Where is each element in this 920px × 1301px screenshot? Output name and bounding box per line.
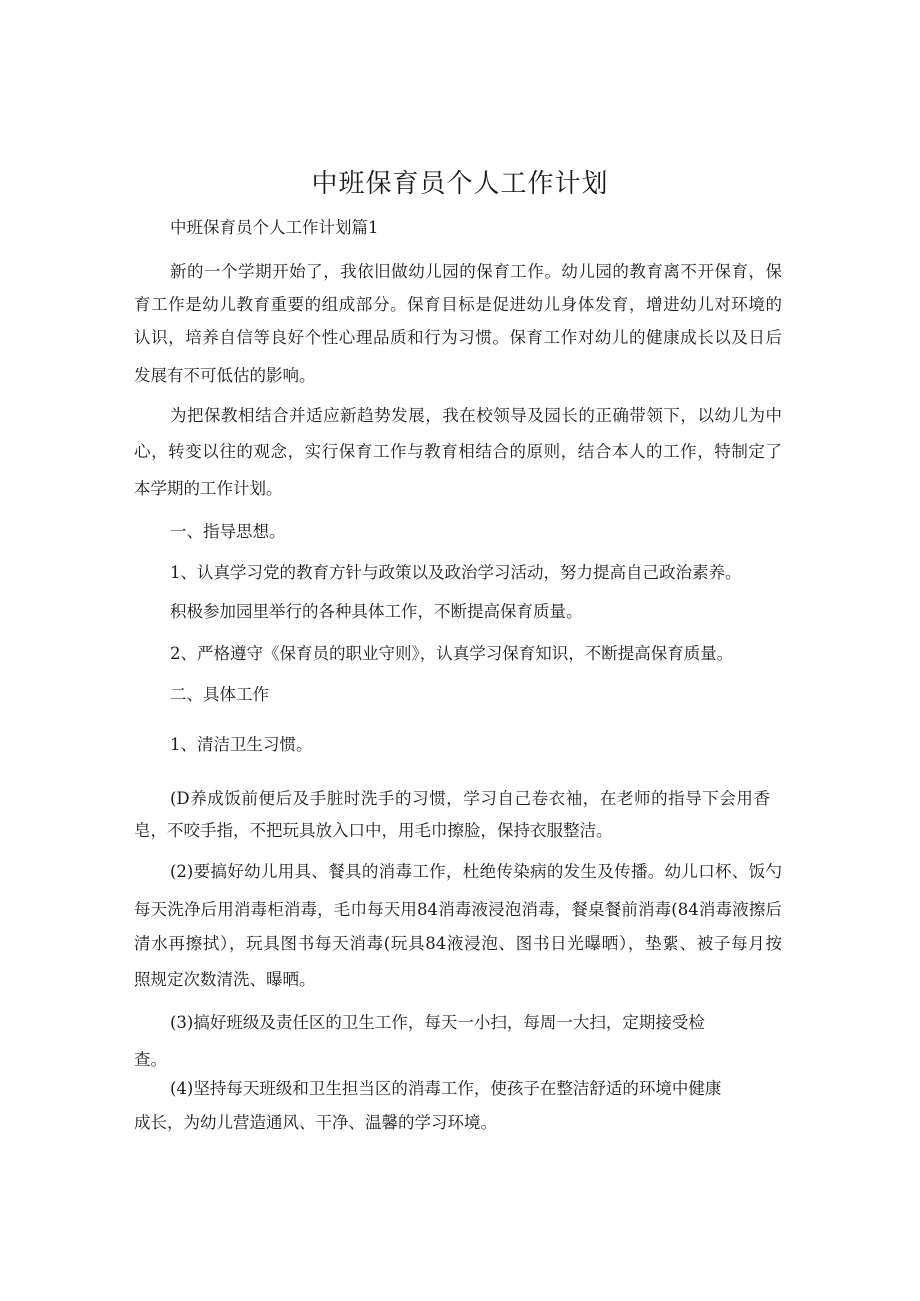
paragraph-line: (D养成饭前便后及手脏时洗手的习惯，学习自己卷衣袖，在老师的指导下会用香 — [170, 789, 770, 808]
paragraph-line: 新的一个学期开始了，我依旧做幼儿园的保育工作。幼儿园的教育离不开保育，保 — [170, 262, 782, 281]
paragraph-line: 本学期的工作计划。 — [134, 479, 283, 498]
section-heading-specific-work: 二、具体工作 — [170, 685, 269, 704]
list-item-continuation: 积极参加园里举行的各种具体工作，不断提高保育质量。 — [170, 602, 583, 621]
paragraph-line: 认识，培养自信等良好个性心理品质和行为习惯。保育工作对幼儿的健康成长以及日后 — [134, 328, 782, 347]
paragraph-line: (2)要搞好幼儿用具、餐具的消毒工作，杜绝传染病的发生及传播。幼儿口杯、饭勺 — [170, 862, 782, 881]
paragraph-line: 查。 — [134, 1050, 167, 1069]
paragraph-line: 成长，为幼儿营造通风、干净、温馨的学习环境。 — [134, 1113, 497, 1132]
paragraph-line: 每天洗净后用消毒柜消毒，毛巾每天用84消毒液浸泡消毒，餐桌餐前消毒(84消毒液擦后 — [134, 900, 782, 919]
paragraph-line: 为把保教相结合并适应新趋势发展，我在校领导及园长的正确带领下，以幼儿为中 — [170, 406, 782, 425]
paragraph-line: 清水再擦拭），玩具图书每天消毒(玩具84液浸泡、图书日光曝晒），垫綤、被子每月按 — [134, 934, 782, 953]
document-subtitle: 中班保育员个人工作计划篇1 — [170, 218, 379, 237]
list-item: 1、认真学习党的教育方针与政策以及政治学习活动，努力提高自己政治素养。 — [170, 563, 742, 582]
document-title: 中班保育员个人工作计划 — [311, 169, 609, 199]
paragraph-line: 发展有不可低估的影响。 — [134, 366, 316, 385]
paragraph-line: (4)坚持每天班级和卫生担当区的消毒工作，使孩子在整洁舒适的环境中健康 — [170, 1079, 722, 1098]
subsection-heading: 1、清洁卫生习惯。 — [170, 735, 313, 754]
list-item: 2、严格遵守《保育员的职业守则》，认真学习保育知识，不断提高保育质量。 — [170, 644, 734, 663]
paragraph-line: 心，转变以往的观念，实行保育工作与教育相结合的原则，结合本人的工作，特制定了 — [134, 442, 782, 461]
section-heading-guiding-ideas: 一、指导思想。 — [170, 522, 286, 541]
paragraph-line: (3)搞好班级及责任区的卫生工作，每天一小扫，每周一大扫，定期接受检 — [170, 1013, 705, 1032]
paragraph-line: 育工作是幼儿教育重要的组成部分。保育目标是促进幼儿身体发育，增进幼儿对环境的 — [134, 295, 782, 314]
paragraph-line: 照规定次数清洗、曝晒。 — [134, 970, 316, 989]
paragraph-line: 皂，不咬手指，不把玩具放入口中，用毛巾擦脸，保持衣服整洁。 — [134, 821, 613, 840]
